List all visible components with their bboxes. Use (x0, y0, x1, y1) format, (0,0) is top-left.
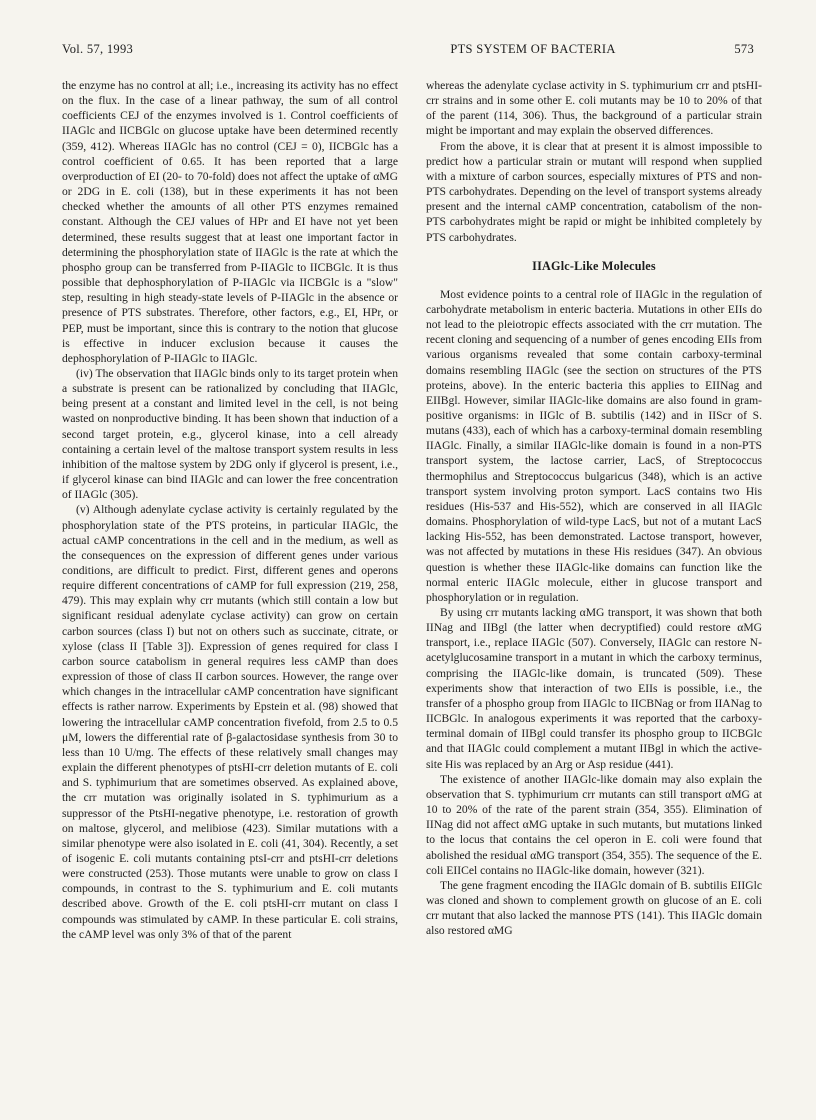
section-heading: IIAGlc-Like Molecules (532, 258, 656, 273)
paragraph: The existence of another IIAGlc-like domain may also explain the observation that S. typhimurium crr mutants can still transport αMG at 10 to 20% of the rate of the parent strain (354, 355). Elimination of IINag did not affect αMG uptake in such mutants, but mutations linked to the locus that contains the cel operon in E. coli were found that abolished the residual αMG transport (354, 355). The sequence of the E. coli EIICel contains no IIAGlc-like domain, however (321). (426, 772, 762, 877)
paragraph: Most evidence points to a central role of IIAGlc in the regulation of carbohydrate metabolism in enteric bacteria. Mutations in other EIIs do not lead to the pleiotropic effects associated with the crr mutation. The recent cloning and sequencing of a number of genes encoding EIIs from various organisms revealed that some contain carboxy-terminal domains resembling IIAGlc (see the section on structures of the PTS proteins, above). In the enteric bacteria this applies to EIINag and EIIBgl. However, similar IIAGlc-like domains are also found in gram-positive organisms: in IIGlc of B. subtilis (142) and in IIScr of S. mutans (433), each of which has a carboxy-terminal domain resembling IIAGlc. Finally, a similar IIAGlc-like domain is found in a non-PTS transport system, the lactose carrier, LacS, of Streptococcus thermophilus and Streptococcus bulgaricus (348), which is an active transport system involving proton symport. LacS contains two His residues (His-537 and His-552), which are conserved in all IIAGlc domains. Phosphorylation of wild-type LacS, but not of a mutant LacS lacking His-552, has been demonstrated. Lactose transport, however, was not affected by mutations in these His residues (347). An obvious question is whether these IIAGlc-like domains can function like the normal enteric IIAGlc molecule, either in glucose transport and phosphorylation or in regulation. (426, 287, 762, 604)
left-column (62, 78, 398, 1098)
paragraph: By using crr mutants lacking αMG transport, it was shown that both IINag and IIBgl (the latter when decryptified) could restore αMG transport, i.e., replace IIAGlc (507). Conversely, IIAGlc can restore N-acetylglucosamine transport in a mutant in which the carboxy terminus, comprising the IIAGlc-like domain, is truncated (509). These experiments show that interaction of two EIIs is possible, i.e., the transfer of a phospho group from IIAGlc to IICBNag or from IIANag to IICBGlc. In analogous experiments it was reported that the carboxy-terminal domain of IIBgl could transfer its phospho group to IICBGlc and that IIAGlc could complement a mutant IIBgl in which the active-site His was replaced by an Arg or Asp residue (441). (426, 606, 762, 771)
paragraph: From the above, it is clear that at present it is almost impossible to predict how a particular strain or mutant will respond when supplied with a mixture of carbon sources, especially mixtures of PTS and non-PTS carbohydrates. Depending on the level of transport systems already present and the internal cAMP concentration, catabolism of the non-PTS carbohydrates might be rapid or might be inhibited completely by PTS carbohydrates. (426, 139, 762, 244)
text-columns (62, 78, 762, 1098)
paragraph: The gene fragment encoding the IIAGlc domain of B. subtilis EIIGlc was cloned and shown to complement growth on glucose of an E. coli crr mutant that also lacked the mannose PTS (141). This IIAGlc domain also restored αMG (426, 878, 762, 938)
right-column (426, 78, 762, 1098)
running-title: PTS SYSTEM OF BACTERIA (450, 42, 616, 56)
paragraph: (iv) The observation that IIAGlc binds only to its target protein when a substrate is present can be rationalized by concluding that IIAGlc, being present at a constant and limited level in the cell, is not being wasted on nonproductive binding. It has been shown that induction of a second target protein, e.g., glycerol kinase, into a cell already containing a certain level of the maltose transport system results in less inhibition of the maltose system by 2DG only if glycerol is present, i.e., if glycerol kinase can bind IIAGlc and can lower the free concentration of IIAGlc (305). (62, 366, 398, 502)
page-number: 573 (734, 42, 754, 56)
running-head (62, 42, 754, 58)
paragraph: the enzyme has no control at all; i.e., increasing its activity has no effect on the flux. In the case of a linear pathway, the sum of all control coefficients CEJ of the enzymes involved is 1. Control coefficients of IIAGlc and IICBGlc on glucose uptake have been determined recently (359, 412). Whereas IIAGlc has no control (CEJ = 0), IICBGlc has a control coefficient of 0.65. It has been reported that a large overproduction of EI (20- to 70-fold) does not affect the uptake of αMG or 2DG in E. coli (138), but in these experiments it has not been checked whether the amounts of all other PTS enzymes remained constant. Although the CEJ values of HPr and EI have not yet been determined, these results suggest that at least one important factor in determining the phosphorylation state of IIAGlc is the rate at which the phospho group can be transferred from P-IIAGlc to IICBGlc. It is thus possible that dephosphorylation of P-IIAGlc via IICBGlc is a "slow" step, resulting in high steady-state levels of P-IIAGlc in the absence or presence of PTS substrates. Therefore, other factors, e.g., EI, HPr, or PEP, must be important, since this is contrary to the notion that glucose is effective in inducer exclusion because it causes the dephosphorylation of P-IIAGlc to IIAGlc. (62, 79, 398, 365)
volume-label: Vol. 57, 1993 (62, 42, 134, 56)
paragraph: whereas the adenylate cyclase activity in S. typhimurium crr and ptsHI-crr strains and in some other E. coli mutants may be 10 to 20% of that of the parent (114, 306). Thus, the background of a particular strain might be important and may explain the observed differences. (426, 79, 762, 138)
paragraph: (v) Although adenylate cyclase activity is certainly regulated by the phosphorylation state of the PTS proteins, in particular IIAGlc, the actual cAMP concentrations in the cell and in the medium, as well as the consequences on the expression of different genes under various conditions, are difficult to predict. First, different genes and operons require different concentrations of cAMP for full expression (219, 258, 479). This may explain why crr mutants (which still contain a low but significant residual adenylate cyclase activity) can grow on certain carbon sources (class I) but not on others such as succinate, citrate, or xylose (class II [Table 3]). Expression of genes required for class I carbon source catabolism in general requires less cAMP than does expression of those of class II carbon sources. However, the range over which changes in the intracellular cAMP concentration have significant effects is rather narrow. Experiments by Epstein et al. (98) showed that lowering the intracellular cAMP concentration fivefold, from 2.5 to 0.5 μM, lowers the differential rate of β-galactosidase synthesis from 30 to less than 10 U/mg. The effects of these relatively small changes may explain the different phenotypes of ptsHI-crr deletion mutants of E. coli and S. typhimurium that are sometimes observed. As explained above, the crr mutation was originally isolated in S. typhimurium as a suppressor of the PtsHI-negative phenotype, i.e. restoration of growth on maltose, glycerol, and melibiose (423). Similar mutations with a similar phenotype were also isolated in E. coli (41, 304). Recently, a set of isogenic E. coli mutants containing ptsI-crr and ptsHI-crr deletions were constructed (253). Those mutants were unable to grow on class I compounds, in contrast to the S. typhimurium and E. coli mutants described above. Growth of the E. coli ptsHI-crr mutant on class I compounds was stimulated by cAMP. In these particular E. coli strains, the cAMP level was only 3% of that of the parent (62, 503, 398, 941)
